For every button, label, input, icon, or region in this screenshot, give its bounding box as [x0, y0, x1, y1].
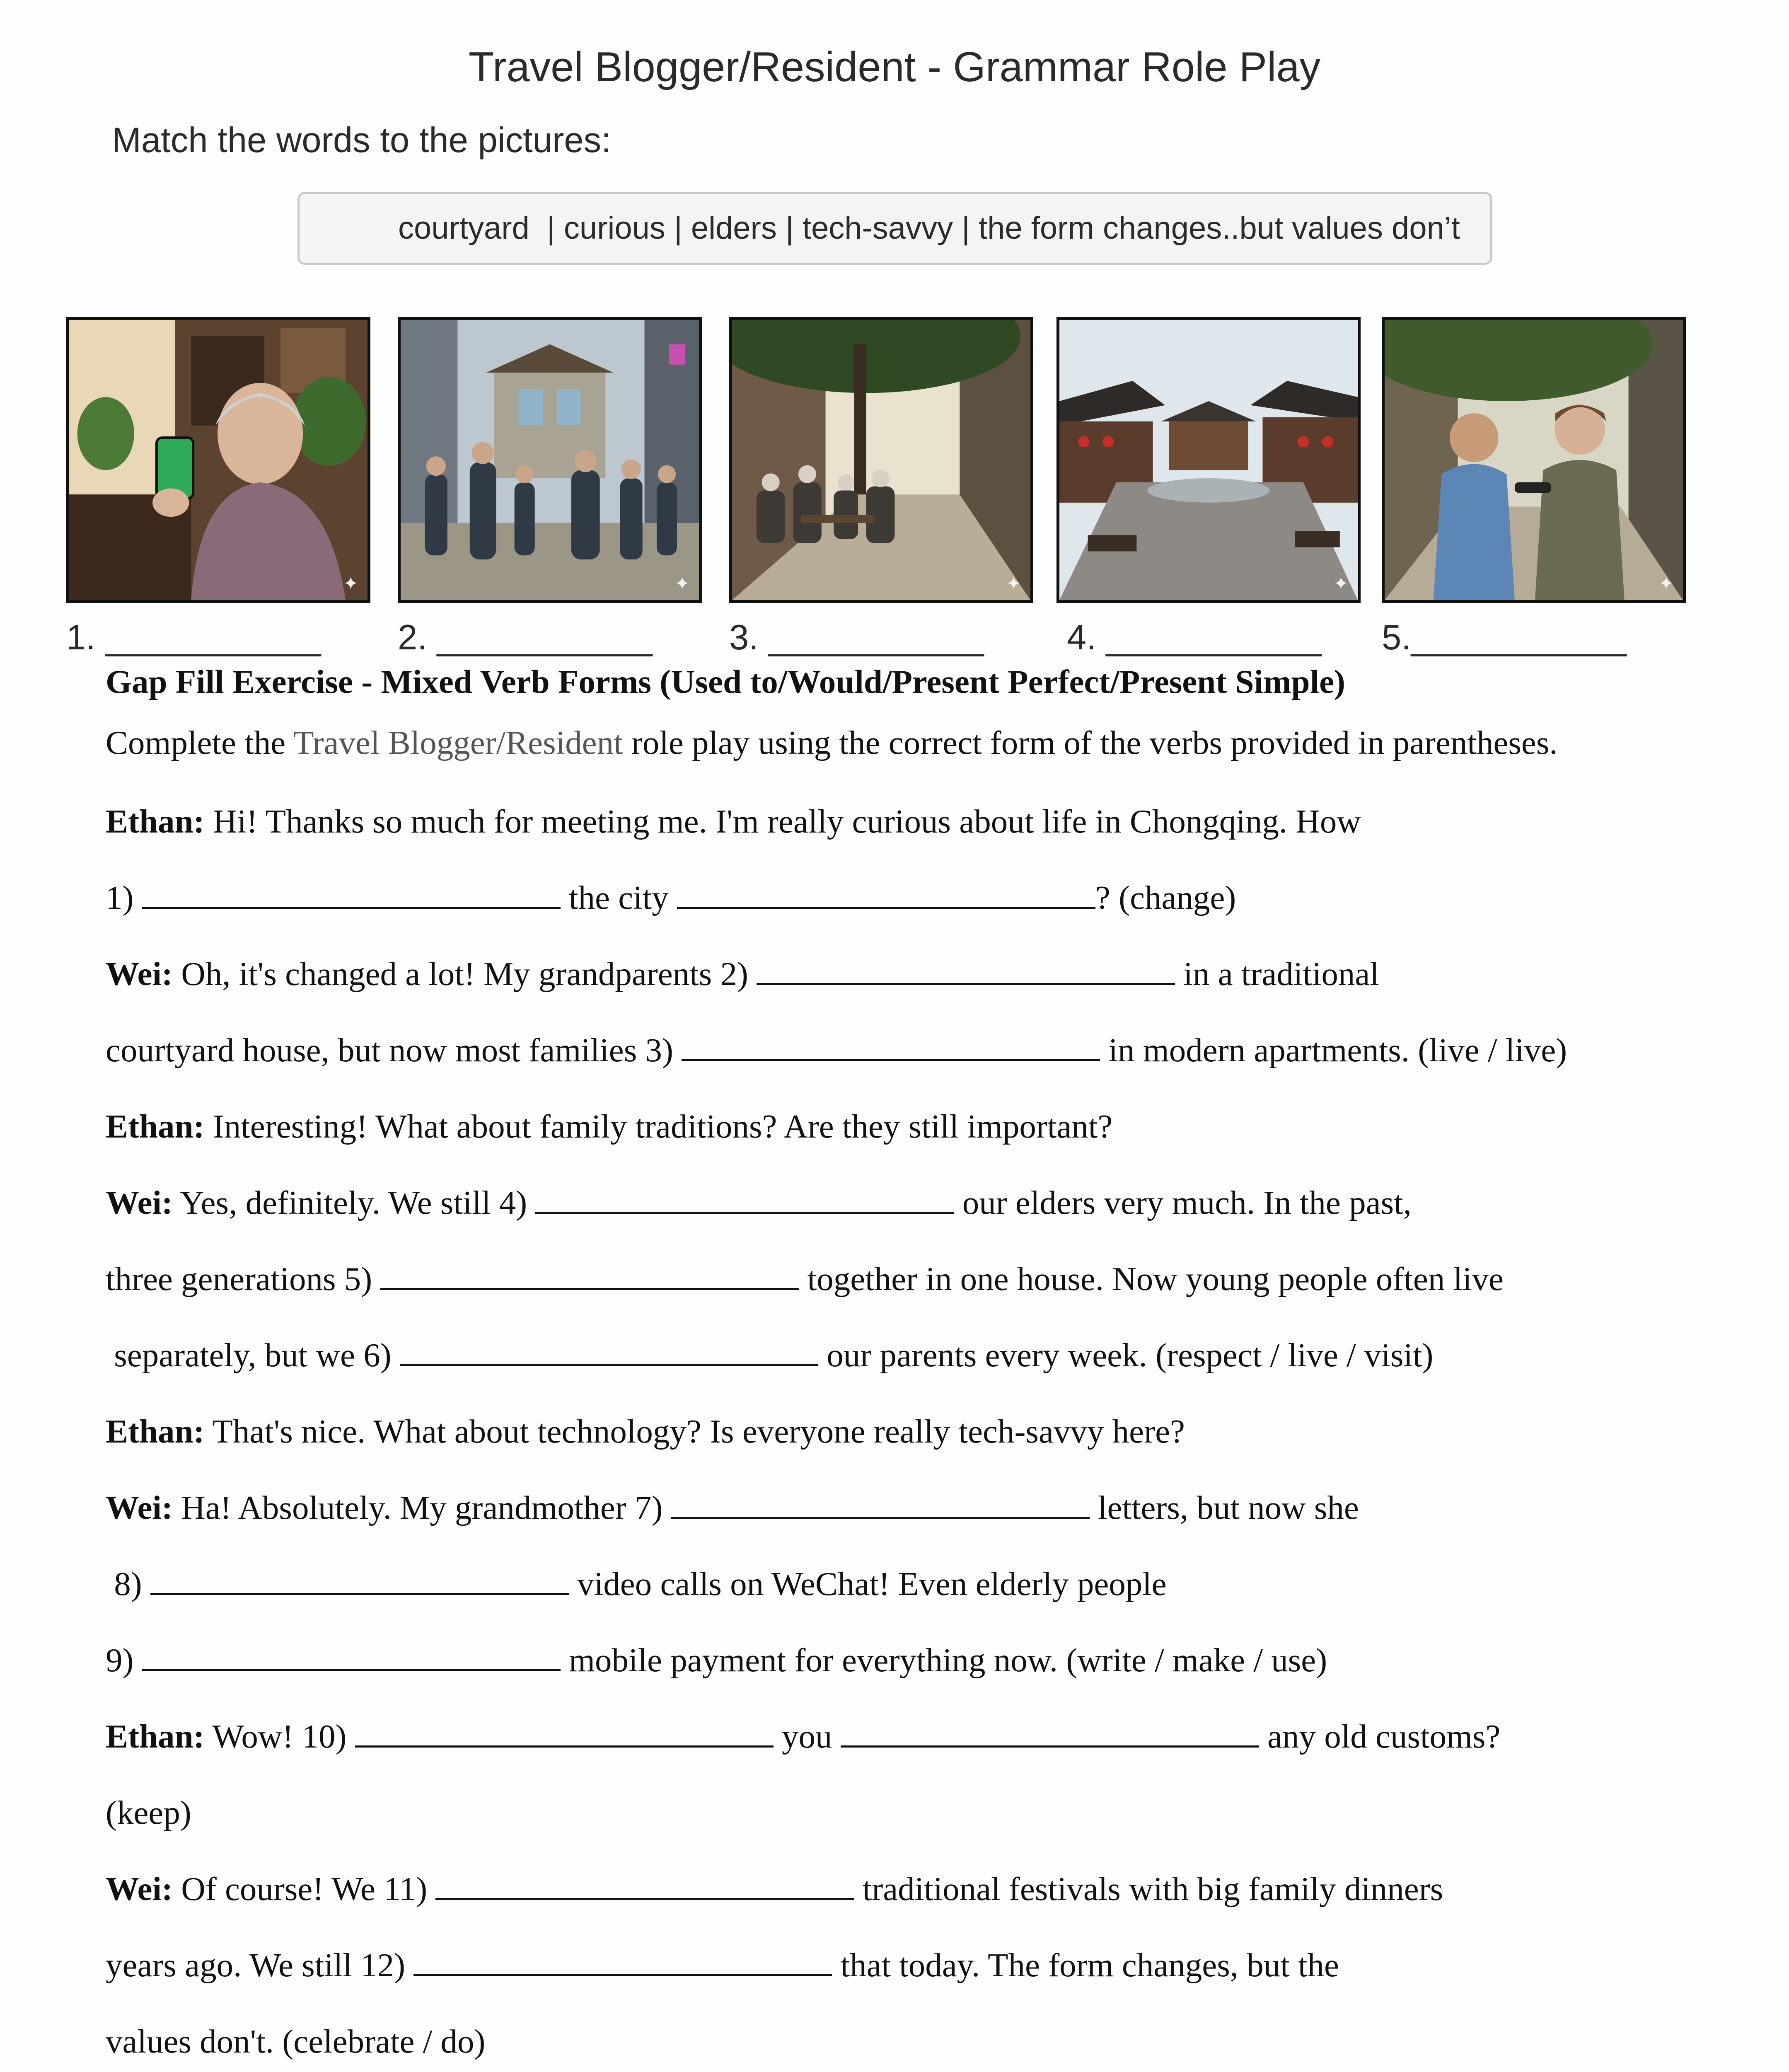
gap-blank[interactable] — [400, 1339, 818, 1366]
speaker-name: Ethan: — [106, 1718, 205, 1755]
dialogue-text: any old customs? — [1259, 1718, 1501, 1755]
sparkle-icon: ✦ — [1006, 573, 1021, 594]
dialogue-text: 8) — [106, 1565, 150, 1602]
dialogue-text: separately, but we 6) — [106, 1336, 400, 1374]
dialogue-text: our parents every week. (respect / live / visit) — [818, 1336, 1434, 1374]
speaker-name: Wei: — [106, 1184, 173, 1221]
dialogue-text: mobile payment for everything now. (write / make / use) — [560, 1641, 1327, 1679]
picture-4-answer[interactable]: 4. ___________ — [1067, 618, 1322, 657]
gap-blank[interactable] — [677, 881, 1095, 909]
gap-blank[interactable] — [355, 1720, 774, 1748]
dialogue-text: together in one house. Now young people often live — [799, 1260, 1504, 1297]
dialogue-line — [106, 783, 1680, 859]
dialogue-text: video calls on WeChat! Even elderly people — [568, 1565, 1167, 1602]
picture-1-answer[interactable]: 1. ___________ — [66, 618, 321, 657]
dialogue-line — [106, 1774, 1680, 1851]
speaker-name: Ethan: — [106, 1108, 205, 1145]
dialogue-text: That's nice. What about technology? Is everyone really tech-savvy here? — [204, 1413, 1185, 1450]
dialogue-text: the city — [560, 879, 677, 916]
sparkle-icon: ✦ — [1333, 573, 1349, 594]
dialogue-text: courtyard house, but now most families 3) — [106, 1031, 682, 1069]
dialogue-line — [106, 1622, 1680, 1698]
picture-4-courtyard — [1056, 317, 1361, 603]
dialogue-text: Hi! Thanks so much for meeting me. I'm really curious about life in Chongqing. How — [204, 803, 1361, 840]
gap-blank[interactable] — [150, 1567, 569, 1595]
instruction-text: Complete the — [106, 724, 293, 761]
picture-1-elderly-woman-phone — [66, 317, 370, 603]
gap-blank[interactable] — [671, 1491, 1090, 1519]
exercise-heading: Gap Fill Exercise - Mixed Verb Forms (Used to/Would/Present Perfect/Present Simple) — [106, 663, 1346, 700]
dialogue-line — [106, 859, 1680, 936]
dialogue-line — [106, 1393, 1680, 1469]
speaker-name: Wei: — [106, 1870, 173, 1907]
gap-number: 1) — [106, 879, 142, 916]
match-instruction: Match the words to the pictures: — [112, 121, 611, 160]
dialogue-text: Wow! 10) — [204, 1718, 355, 1755]
gap-blank[interactable] — [380, 1262, 799, 1290]
dialogue-line — [106, 1241, 1680, 1317]
gap-blank[interactable] — [841, 1720, 1259, 1748]
dialogue-text: our elders very much. In the past, — [954, 1184, 1412, 1221]
gap-blank[interactable] — [142, 881, 561, 909]
speaker-name: Wei: — [106, 1489, 173, 1526]
sparkle-icon: ✦ — [1658, 573, 1674, 594]
instruction-text-end: role play using the correct form of the verbs provided in parentheses. — [623, 724, 1558, 761]
dialogue-text: in a traditional — [1175, 955, 1379, 992]
dialogue-line — [106, 1012, 1680, 1088]
speaker-name: Ethan: — [106, 803, 205, 840]
dialogue-text: three generations 5) — [106, 1260, 381, 1297]
gap-blank[interactable] — [413, 1949, 832, 1976]
picture-5-interview — [1382, 317, 1686, 603]
dialogue-text: values don't. (celebrate / do) — [106, 2023, 486, 2060]
dialogue-line — [106, 1469, 1680, 1546]
page-title: Travel Blogger/Resident - Grammar Role Play — [468, 44, 1321, 90]
dialogue-line — [106, 1546, 1680, 1622]
dialogue-text: Of course! We 11) — [172, 1870, 436, 1907]
dialogue-line — [106, 936, 1680, 1012]
word-bank: courtyard | curious | elders | tech-savvy | the form changes..but values don’t — [297, 192, 1492, 265]
picture-5-answer[interactable]: 5.___________ — [1382, 618, 1627, 657]
dialogue-line — [106, 1698, 1680, 1774]
dialogue-text: Yes, definitely. We still 4) — [172, 1184, 536, 1221]
dialogue-text: Oh, it's changed a lot! My grandparents 2) — [172, 955, 757, 992]
dialogue-text: (keep) — [106, 1794, 191, 1831]
picture-3-elders-street — [729, 317, 1033, 603]
gap-blank[interactable] — [757, 957, 1175, 985]
dialogue-text: 9) — [106, 1641, 142, 1679]
gap-blank[interactable] — [535, 1186, 954, 1214]
dialogue-text: traditional festivals with big family dinners — [854, 1870, 1443, 1907]
gap-blank[interactable] — [142, 1644, 561, 1671]
sparkle-icon: ✦ — [343, 573, 358, 594]
dialogue-line — [106, 1164, 1680, 1241]
sparkle-icon: ✦ — [675, 573, 690, 594]
gap-blank[interactable] — [435, 1872, 854, 1900]
dialogue-text: you — [773, 1718, 841, 1755]
gap-blank[interactable] — [682, 1034, 1100, 1061]
dialogue-text: letters, but now she — [1089, 1489, 1359, 1526]
speaker-name: Ethan: — [106, 1413, 205, 1450]
dialogue-text: Ha! Absolutely. My grandmother 7) — [172, 1489, 671, 1526]
picture-2-answer[interactable]: 2. ___________ — [398, 618, 653, 657]
dialogue-text: in modern apartments. (live / live) — [1100, 1031, 1567, 1069]
speaker-name: Wei: — [106, 955, 173, 992]
dialogue-line — [106, 2003, 1680, 2072]
exercise-instruction — [106, 704, 1680, 783]
gap-fill-exercise — [106, 659, 1680, 2072]
dialogue-line — [106, 1088, 1680, 1164]
dialogue-text: that today. The form changes, but the — [832, 1946, 1339, 1984]
dialogue-line — [106, 1317, 1680, 1393]
dialogue-line — [106, 1927, 1680, 2003]
instruction-highlight: Travel Blogger/Resident — [293, 724, 623, 761]
dialogue-text: Interesting! What about family traditions? Are they still important? — [204, 1108, 1113, 1145]
dialogue-line — [106, 1851, 1680, 1927]
dialogue-text: years ago. We still 12) — [106, 1946, 414, 1984]
picture-2-group-temple — [398, 317, 702, 603]
dialogue-text: ? (change) — [1095, 879, 1236, 916]
picture-3-answer[interactable]: 3. ___________ — [729, 618, 984, 657]
